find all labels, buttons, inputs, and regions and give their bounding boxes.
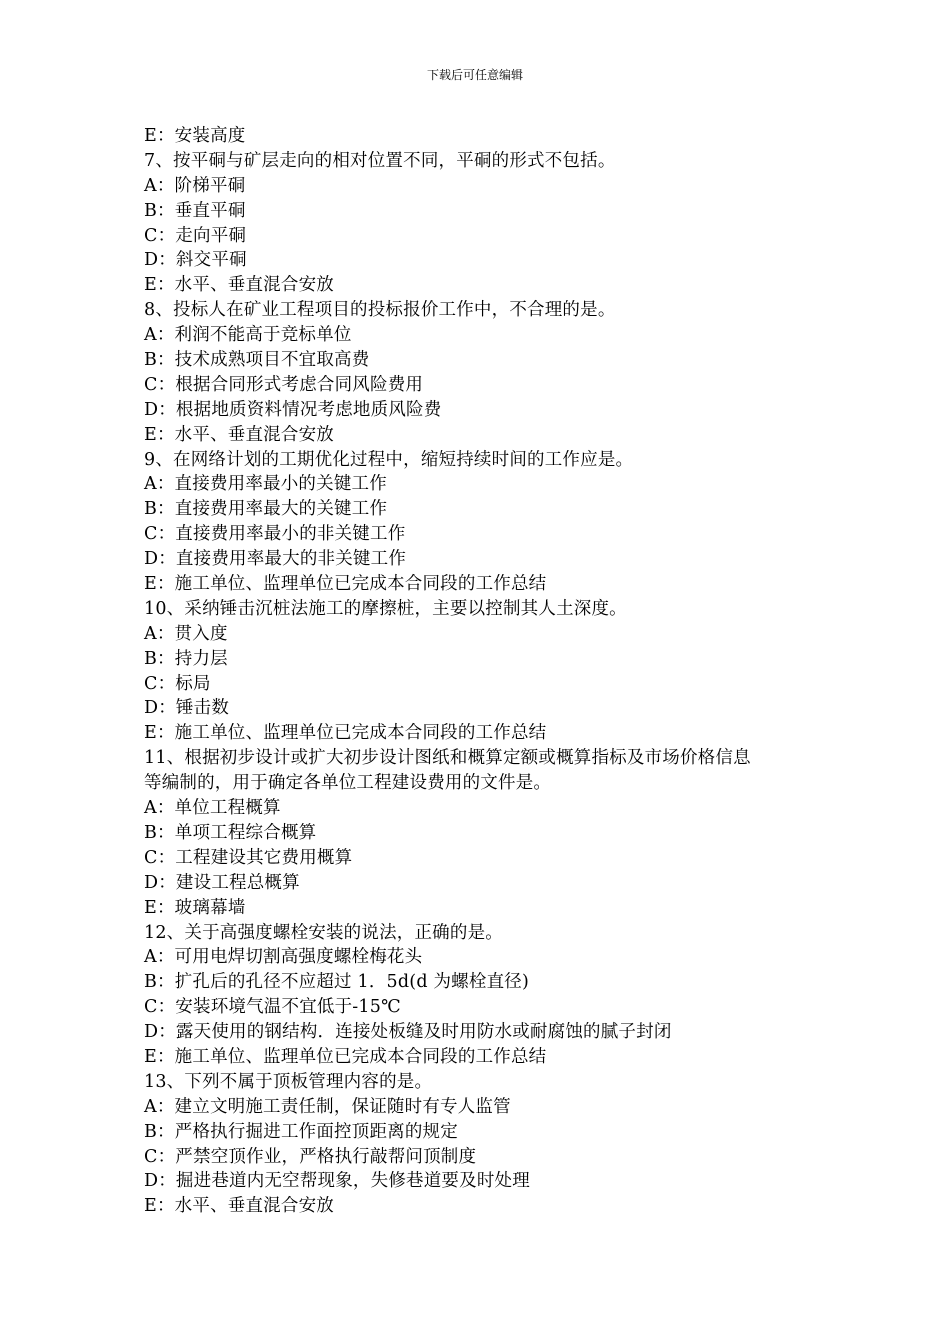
answer-option: A：建立文明施工责任制，保证随时有专人监管 [144,1096,511,1117]
answer-option: D：掘进巷道内无空帮现象，失修巷道要及时处理 [144,1171,530,1192]
answer-option: E：施工单位、监理单位已完成本合同段的工作总结 [144,1046,547,1067]
answer-option: B：持力层 [144,648,228,669]
answer-option: B：直接费用率最大的关键工作 [144,499,388,520]
question-text-continued: 等编制的，用于确定各单位工程建设费用的文件是。 [144,773,552,794]
answer-option: D：根据地质资料情况考虑地质风险费 [144,399,442,420]
answer-option: C：安装环境气温不宜低于-15℃ [144,997,401,1018]
answer-option: E：施工单位、监理单位已完成本合同段的工作总结 [144,574,547,595]
answer-option: A：阶梯平硐 [144,175,246,196]
answer-option: A：贯入度 [144,623,228,644]
answer-option: C：根据合同形式考虑合同风险费用 [144,374,424,395]
question-text: 12、关于高强度螺栓安装的说法，正确的是。 [144,922,503,943]
answer-option: B：扩孔后的孔径不应超过 1．5d(d 为螺栓直径) [144,972,530,993]
answer-option: A：利润不能高于竞标单位 [144,325,352,346]
answer-option: D：露天使用的钢结构．连接处板缝及时用防水或耐腐蚀的腻子封闭 [144,1022,672,1043]
answer-option: C：标局 [144,673,211,694]
document-body [144,124,824,1219]
answer-option: C：直接费用率最小的非关键工作 [144,524,406,545]
answer-option: E：安装高度 [144,126,246,146]
answer-option: E：水平、垂直混合安放 [144,275,334,296]
answer-option: A：可用电焊切割高强度螺栓梅花头 [144,947,423,968]
answer-option: A：单位工程概算 [144,798,281,819]
answer-option: E：施工单位、监理单位已完成本合同段的工作总结 [144,723,547,744]
question-text: 9、在网络计划的工期优化过程中，缩短持续时间的工作应是。 [144,449,634,470]
question-text: 13、下列不属于顶板管理内容的是。 [144,1071,433,1092]
question-text: 11、根据初步设计或扩大初步设计图纸和概算定额或概算指标及市场价格信息 [144,748,751,769]
answer-option: E：玻璃幕墙 [144,897,246,918]
question-text: 8、投标人在矿业工程项目的投标报价工作中，不合理的是。 [144,300,616,321]
answer-option: B：技术成熟项目不宜取高费 [144,350,370,371]
page-header: 下载后可任意编辑 [426,68,523,82]
question-text: 10、采纳锤击沉桩法施工的摩擦桩，主要以控制其人土深度。 [144,598,627,619]
answer-option: C：工程建设其它费用概算 [144,847,353,868]
answer-option: C：严禁空顶作业，严格执行敲帮问顶制度 [144,1146,477,1167]
answer-option: D：建设工程总概算 [144,872,300,893]
answer-option: D：锤击数 [144,698,230,719]
answer-option: A：直接费用率最小的关键工作 [144,474,387,495]
answer-option: E：水平、垂直混合安放 [144,424,334,445]
answer-option: C：走向平硐 [144,225,247,246]
answer-option: D：斜交平硐 [144,250,247,271]
answer-option: D：直接费用率最大的非关键工作 [144,549,407,570]
answer-option: E：水平、垂直混合安放 [144,1196,334,1217]
answer-option: B：垂直平硐 [144,200,246,221]
question-text: 7、按平硐与矿层走向的相对位置不同，平硐的形式不包括。 [144,150,616,171]
answer-option: B：严格执行掘进工作面控顶距离的规定 [144,1121,458,1142]
answer-option: B：单项工程综合概算 [144,822,317,843]
